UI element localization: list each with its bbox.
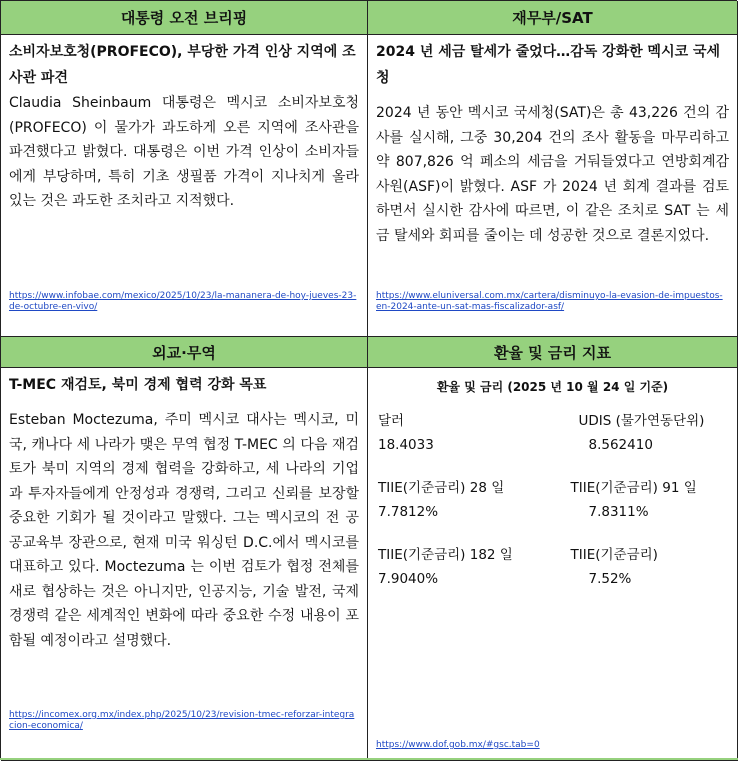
finance-header-text: 재무부/SAT	[512, 9, 593, 27]
trade-source-link[interactable]: https://incomex.org.mx/index.php/2025/10/23/revision-tmec-reforzar-integracion-economica/	[9, 710, 355, 731]
rate-value: 8.562410	[588, 437, 653, 453]
rates-cell	[368, 368, 738, 761]
rates-header	[368, 337, 738, 368]
rates-table	[376, 409, 729, 610]
finance-cell	[368, 35, 738, 337]
briefing-header	[1, 1, 368, 35]
rate-label: TIIE(기준금리) 182 일	[378, 547, 513, 563]
trade-body: Esteban Moctezuma, 주미 멕시코 대사는 멕시코, 미국, 캐나다 세 나라가 맺은 무역 협정 T-MEC 의 다음 재검토가 북미 지역의 경제 협력을 강화하고, 세 나라의 기업과 투자자들에게 안정성과 경쟁력, 그리고 신뢰를 보장할 중요한 기회가 될 것이라고 말했다. 그는 멕시코의 전 공공교육부 장관으로, 현재 미국 워싱턴 D.C.에서 멕시코를 대표하고 있다. Moctezuma 는 이번 검토가 협정 전체를 새로 협상하는 것은 아니지만, 인공지능, 기술 발전, 국제 경쟁력 같은 세계적인 변화에 따라 중요한 수정 내용이 포함될 예정이라고 설명했다.	[9, 412, 359, 649]
rate-value: 7.7812%	[378, 504, 439, 520]
rate-value: 18.4033	[378, 437, 434, 453]
rates-source-link[interactable]: https://www.dof.gob.mx/#gsc.tab=0	[376, 740, 540, 750]
rate-label: 달러	[378, 413, 405, 429]
rate-label: TIIE(기준금리) 91 일	[570, 480, 697, 496]
rates-subtitle: 환율 및 금리 (2025 년 10 월 24 일 기준)	[436, 380, 669, 394]
briefing-title: 소비자보호청(PROFECO), 부당한 가격 인상 지역에 조사관 파견	[9, 44, 356, 86]
rate-value: 7.52%	[588, 571, 632, 587]
trade-title: T-MEC 재검토, 북미 경제 협력 강화 목표	[9, 377, 267, 393]
rate-item-usd	[378, 409, 553, 476]
finance-body: 2024 년 동안 멕시코 국세청(SAT)은 총 43,226 건의 감사를 실시해, 그중 30,204 건의 조사 활동을 마무리하고 약 807,826 억 페소의 세금을 거둬들였다고 연방회계감사원(ASF)이 밝혔다. ASF 가 2024 년 회계 결과를 검토하면서 실시한 감사에 따르면, 이 같은 조치로 SAT 는 세금 탈세와 회피를 줄이는 데 성공한 것으로 결론지었다.	[376, 105, 729, 244]
rate-value: 7.9040%	[378, 571, 439, 587]
rate-label: TIIE(기준금리)	[570, 547, 658, 563]
rate-item-udis	[553, 409, 728, 476]
trade-cell	[1, 368, 368, 761]
briefing-body: Claudia Sheinbaum 대통령은 멕시코 소비자보호청(PROFECO) 이 물가가 과도하게 오른 지역에 조사관을 파견했다고 밝혔다. 대통령은 이번 가격 인상이 소비자들에게 부당하며, 특히 기초 생필품 가격이 지나치게 올라 있는 것은 과도한 조치라고 지적했다.	[9, 95, 359, 209]
trade-header-text: 외교·무역	[152, 343, 216, 362]
trade-header	[1, 337, 368, 368]
rate-item-tiie-182	[378, 543, 553, 610]
finance-title: 2024 년 세금 탈세가 줄었다…감독 강화한 멕시코 국세청	[376, 44, 721, 86]
finance-header	[368, 1, 738, 35]
rate-item-tiie-28	[378, 476, 553, 543]
finance-source-link[interactable]: https://www.eluniversal.com.mx/cartera/disminuyo-la-evasion-de-impuestos-en-2024-ante-un-sat-mas-fiscalizador-asf/	[376, 291, 723, 312]
briefing-header-text: 대통령 오전 브리핑	[120, 9, 248, 27]
rate-label: UDIS (물가연동단위)	[578, 413, 705, 429]
rate-label: TIIE(기준금리) 28 일	[378, 480, 505, 496]
briefing-cell	[1, 35, 368, 337]
rates-header-text: 환율 및 금리 지표	[493, 343, 612, 362]
rate-value: 7.8311%	[588, 504, 649, 520]
rate-item-tiie-91	[553, 476, 728, 543]
briefing-source-link[interactable]: https://www.infobae.com/mexico/2025/10/23/la-mananera-de-hoy-jueves-23-de-octubre-en-vivo/	[9, 291, 357, 312]
rate-item-tiie	[553, 543, 728, 610]
